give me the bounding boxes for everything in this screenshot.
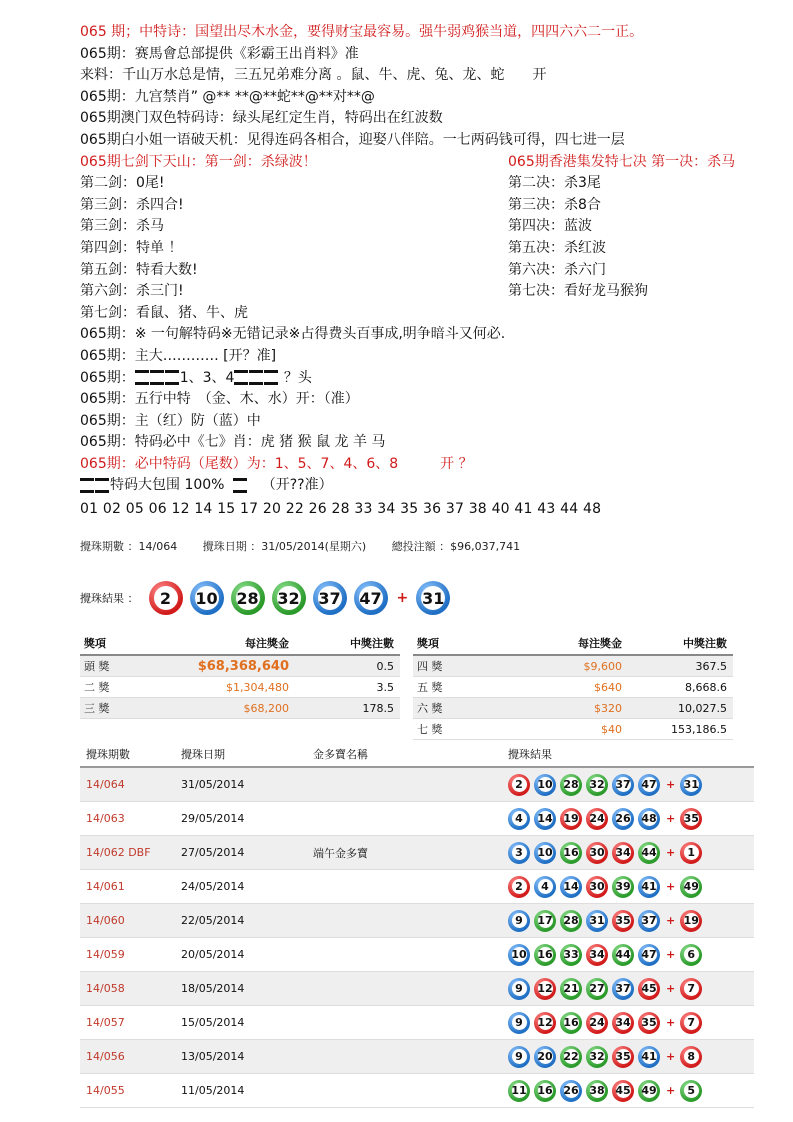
lottery-ball <box>612 910 634 932</box>
ball-number: 9 <box>512 981 527 996</box>
lottery-ball <box>638 876 660 898</box>
draw-result-cell <box>508 944 754 966</box>
ball-number: 45 <box>615 1084 631 1097</box>
table-row <box>80 1006 754 1040</box>
ball-number: 21 <box>563 982 579 995</box>
ball-number: 30 <box>589 846 605 859</box>
lottery-ball <box>638 842 660 864</box>
ball-number: 35 <box>615 1050 631 1063</box>
prize-amount: $1,304,480 <box>226 680 289 694</box>
ball-number: 4 <box>512 811 527 826</box>
ball-number: 12 <box>537 982 553 995</box>
split-line-7: 第六剑：杀三门! 第七决：看好龙马猴狗 <box>80 283 648 300</box>
text-line-12: 065期：特码必中《七》肖：虎 猪 猴 鼠 龙 羊 马 <box>80 434 386 451</box>
ball-number: 16 <box>537 948 553 961</box>
ball-number: 17 <box>537 914 553 927</box>
lottery-ball <box>508 910 530 932</box>
ball-number: 44 <box>615 948 631 961</box>
draw-id[interactable]: 14/058 <box>86 982 125 995</box>
prize-name: 三 獎 <box>84 702 110 715</box>
ball-number: 37 <box>615 778 631 791</box>
ball-number: 2 <box>154 586 178 610</box>
text-line-8: 065期：※ 一句解特码※无错记录※占得费头百事成,明争暗斗又何必. <box>80 326 506 343</box>
ball-number: 35 <box>641 1016 657 1029</box>
block-glyph <box>150 370 164 385</box>
text-line-7: 第七剑：看鼠、猪、牛、虎 <box>80 304 248 321</box>
draw-date-cell: 11/05/2014 <box>181 1084 245 1097</box>
prize-amount: $40 <box>601 722 622 736</box>
prize-header: 獎項 每注獎金 中獎注數 <box>80 632 400 656</box>
lottery-ball <box>560 808 582 830</box>
lottery-ball <box>560 774 582 796</box>
prize-count: 153,186.5 <box>671 722 727 736</box>
ball-number: 28 <box>236 586 260 610</box>
text-line-9: 065期：主大………… [开？准] <box>80 347 277 364</box>
prize-row <box>413 698 733 719</box>
prize-name: 二 獎 <box>84 681 110 694</box>
lottery-ball <box>508 944 530 966</box>
ball-number: 9 <box>512 1049 527 1064</box>
lottery-ball <box>586 978 608 1000</box>
lottery-ball <box>560 944 582 966</box>
ball-number: 16 <box>563 1016 579 1029</box>
lottery-ball <box>612 876 634 898</box>
ball-number: 31 <box>683 778 699 791</box>
ball-number: 19 <box>683 914 699 927</box>
lottery-ball <box>638 978 660 1000</box>
lottery-ball <box>586 1080 608 1102</box>
lottery-ball <box>612 808 634 830</box>
draw-date-cell: 22/05/2014 <box>181 914 245 927</box>
prize-count: 367.5 <box>695 659 727 673</box>
ball-number: 7 <box>684 981 699 996</box>
plus-separator: + <box>666 1016 676 1029</box>
plus-separator: + <box>666 880 676 893</box>
block-glyph <box>135 370 149 385</box>
lottery-ball <box>534 876 556 898</box>
table-row <box>80 972 754 1006</box>
ball-number: 19 <box>563 812 579 825</box>
ball-number: 35 <box>683 812 699 825</box>
lottery-ball <box>534 842 556 864</box>
lottery-ball <box>680 842 702 864</box>
plus-separator: + <box>666 1050 676 1063</box>
lottery-ball <box>534 808 556 830</box>
ball-number: 16 <box>563 846 579 859</box>
lottery-ball <box>508 808 530 830</box>
split-line-6: 第五剑：特看大数! 第六决：杀六门 <box>80 261 606 278</box>
lottery-ball <box>638 1046 660 1068</box>
prize-row <box>80 656 400 677</box>
lottery-ball <box>534 944 556 966</box>
lottery-ball <box>680 910 702 932</box>
ball-number: 28 <box>563 778 579 791</box>
ball-number: 41 <box>641 1050 657 1063</box>
prize-row <box>413 719 733 740</box>
lottery-ball <box>586 944 608 966</box>
draw-date-cell: 15/05/2014 <box>181 1016 245 1029</box>
lottery-ball <box>586 1012 608 1034</box>
ball-number: 10 <box>195 586 219 610</box>
prize-name: 五 獎 <box>417 681 443 694</box>
draw-date-cell: 18/05/2014 <box>181 982 245 995</box>
block-glyph <box>234 370 248 385</box>
prize-name: 四 獎 <box>417 660 443 673</box>
ball-number: 20 <box>537 1050 553 1063</box>
prize-row <box>80 698 400 719</box>
lottery-ball <box>508 842 530 864</box>
ball-number: 26 <box>615 812 631 825</box>
ball-number: 14 <box>537 812 553 825</box>
ball-number: 32 <box>277 586 301 610</box>
split-line-4: 第三剑：杀马 第四决：蓝波 <box>80 218 592 235</box>
ball-number: 1 <box>684 845 699 860</box>
prize-header: 獎項 每注獎金 中獎注數 <box>413 632 733 656</box>
text-line-2: 065期：赛馬會总部提供《彩霸王出肖料》准 <box>80 45 359 62</box>
table-row <box>80 768 754 802</box>
number-list: 01 02 05 06 12 14 15 17 20 22 26 28 33 34 35 36 37 38 40 41 43 44 48 <box>80 501 602 518</box>
table-row <box>80 870 754 904</box>
lottery-ball <box>612 978 634 1000</box>
text-line-4: 065期：九宫禁肖” @** **@**蛇**@**对**@ <box>80 88 375 105</box>
draw-result-cell <box>508 774 754 796</box>
lottery-ball <box>586 910 608 932</box>
ball-number: 9 <box>512 913 527 928</box>
prize-row <box>413 656 733 677</box>
table-row <box>80 802 754 836</box>
lottery-ball <box>508 774 530 796</box>
lottery-ball <box>534 1080 556 1102</box>
prize-amount: $68,368,640 <box>197 658 289 674</box>
lottery-ball <box>416 581 450 615</box>
ball-number: 49 <box>683 880 699 893</box>
lottery-ball <box>680 1046 702 1068</box>
ball-number: 45 <box>641 982 657 995</box>
ball-number: 28 <box>563 914 579 927</box>
draw-result-cell <box>508 876 754 898</box>
ball-number: 24 <box>589 1016 605 1029</box>
ball-number: 34 <box>615 846 631 859</box>
draw-info <box>80 538 542 554</box>
prize-table-right <box>413 632 733 740</box>
ball-number: 31 <box>589 914 605 927</box>
draw-date-cell: 31/05/2014 <box>181 778 245 791</box>
plus-separator: + <box>666 948 676 961</box>
ball-number: 10 <box>537 846 553 859</box>
plus-separator: + <box>666 778 676 791</box>
lottery-ball <box>354 581 388 615</box>
ball-number: 37 <box>318 586 342 610</box>
text-line-11: 065期：主（红）防（蓝）中 <box>80 412 261 429</box>
draw-result-cell <box>508 1080 754 1102</box>
ball-number: 34 <box>589 948 605 961</box>
prize-amount: $640 <box>594 680 622 694</box>
ball-number: 9 <box>512 1015 527 1030</box>
lottery-ball <box>560 910 582 932</box>
prize-amount: $68,200 <box>243 701 289 715</box>
ball-number: 44 <box>641 846 657 859</box>
ball-number: 38 <box>589 1084 605 1097</box>
ball-number: 26 <box>563 1084 579 1097</box>
lottery-ball <box>560 876 582 898</box>
ball-number: 24 <box>589 812 605 825</box>
draw-date: 攪珠日期 ：31/05/2014(星期六) <box>202 540 367 553</box>
lottery-ball <box>586 808 608 830</box>
lottery-ball <box>508 876 530 898</box>
plus-separator: + <box>666 812 676 825</box>
lottery-ball <box>612 1046 634 1068</box>
lottery-ball <box>231 581 265 615</box>
ball-number: 5 <box>684 1083 699 1098</box>
split-line-1: 065期七剑下天山：第一剑：杀绿波！ 065期香港集发特七决 第一决：杀马 <box>80 153 736 170</box>
draw-date-cell: 13/05/2014 <box>181 1050 245 1063</box>
ball-number: 41 <box>641 880 657 893</box>
prize-amount: $320 <box>594 701 622 715</box>
ball-number: 7 <box>684 1015 699 1030</box>
draw-id[interactable]: 14/060 <box>86 914 125 927</box>
text-line-3: 来料：千山万水总是情，三五兄弟难分离 。鼠、牛、虎、兔、龙、蛇 开 <box>80 67 547 84</box>
lottery-ball <box>638 910 660 932</box>
split-line-3: 第三剑：杀四合! 第三决：杀8合 <box>80 196 601 213</box>
lottery-ball <box>560 978 582 1000</box>
prize-count: 10,027.5 <box>678 701 727 715</box>
draw-result-cell <box>508 1046 754 1068</box>
lottery-ball <box>680 1080 702 1102</box>
ball-number: 31 <box>421 586 445 610</box>
ball-number: 4 <box>538 879 553 894</box>
text-line-10: 065期：五行中特 （金、木、水）开：（准） <box>80 391 359 408</box>
table-row <box>80 836 754 870</box>
draw-result-cell <box>508 808 754 830</box>
ball-number: 37 <box>615 982 631 995</box>
draw-result-cell <box>508 910 754 932</box>
ball-number: 8 <box>684 1049 699 1064</box>
block-glyph <box>165 370 179 385</box>
ball-number: 48 <box>641 812 657 825</box>
draw-id[interactable]: 14/062 DBF <box>86 846 151 859</box>
lottery-ball <box>508 1046 530 1068</box>
ball-number: 22 <box>563 1050 579 1063</box>
lottery-ball <box>638 774 660 796</box>
ball-number: 47 <box>641 948 657 961</box>
lottery-ball <box>313 581 347 615</box>
lottery-ball <box>586 842 608 864</box>
table-row <box>80 1074 754 1108</box>
prize-name: 七 獎 <box>417 723 443 736</box>
lottery-ball <box>190 581 224 615</box>
split-line-2: 第二剑：0尾! 第二决：杀3尾 <box>80 175 601 192</box>
ball-number: 2 <box>512 777 527 792</box>
table-row <box>80 904 754 938</box>
draw-id[interactable]: 14/063 <box>86 812 125 825</box>
draw-id[interactable]: 14/056 <box>86 1050 125 1063</box>
prize-row <box>80 677 400 698</box>
prize-amount: $9,600 <box>583 659 622 673</box>
ball-number: 12 <box>537 1016 553 1029</box>
prize-row <box>413 677 733 698</box>
draw-date-cell: 24/05/2014 <box>181 880 245 893</box>
block-glyph <box>233 478 247 493</box>
ball-number: 2 <box>512 879 527 894</box>
lottery-ball <box>534 1012 556 1034</box>
prize-count: 0.5 <box>376 659 394 673</box>
lottery-ball <box>638 944 660 966</box>
ball-number: 49 <box>641 1084 657 1097</box>
ball-number: 32 <box>589 778 605 791</box>
ball-number: 6 <box>684 947 699 962</box>
draw-id[interactable]: 14/057 <box>86 1016 125 1029</box>
plus-separator: + <box>666 1084 676 1097</box>
block-glyph <box>95 478 109 493</box>
lottery-ball <box>534 774 556 796</box>
lottery-ball <box>680 876 702 898</box>
lottery-ball <box>560 1046 582 1068</box>
split-line-5: 第四剑：特单 ！ 第五决：杀红波 <box>80 239 606 256</box>
result-label: 攪珠結果 ： <box>80 592 139 605</box>
ball-number: 32 <box>589 1050 605 1063</box>
plus-separator: + <box>666 914 676 927</box>
lottery-ball <box>560 842 582 864</box>
draw-id[interactable]: 14/064 <box>86 778 125 791</box>
plus-separator: + <box>666 846 676 859</box>
draw-period: 攪珠期數 ：14/064 <box>80 540 178 553</box>
ball-number: 47 <box>359 586 383 610</box>
prize-table-left <box>80 632 400 719</box>
ball-number: 14 <box>563 880 579 893</box>
lottery-ball <box>149 581 183 615</box>
block-glyph <box>80 478 94 493</box>
lottery-ball <box>508 978 530 1000</box>
lottery-ball <box>680 774 702 796</box>
lottery-ball <box>680 978 702 1000</box>
lottery-ball <box>560 1012 582 1034</box>
draw-result-cell <box>508 842 754 864</box>
draw-result <box>80 578 457 618</box>
ball-number: 10 <box>537 778 553 791</box>
ball-number: 16 <box>537 1084 553 1097</box>
ball-number: 3 <box>512 845 527 860</box>
draw-date-cell: 27/05/2014 <box>181 846 245 859</box>
snowball-name: 端午金多寶 <box>313 846 368 860</box>
prize-count: 3.5 <box>376 680 394 694</box>
lottery-ball <box>560 1080 582 1102</box>
draw-id[interactable]: 14/061 <box>86 880 125 893</box>
prize-count: 178.5 <box>362 701 394 715</box>
text-line-bao: 特码大包围 100% （开??准） <box>80 475 780 497</box>
lottery-ball <box>534 978 556 1000</box>
draw-id[interactable]: 14/055 <box>86 1084 125 1097</box>
lottery-ball <box>680 1012 702 1034</box>
ball-number: 33 <box>563 948 579 961</box>
plus-separator: + <box>666 982 676 995</box>
lottery-ball <box>586 876 608 898</box>
lottery-ball <box>638 1080 660 1102</box>
block-glyph <box>264 370 278 385</box>
prize-name: 頭 獎 <box>84 660 110 673</box>
draw-result-cell <box>508 1012 754 1034</box>
ball-number: 34 <box>615 1016 631 1029</box>
draw-date-cell: 20/05/2014 <box>181 948 245 961</box>
draw-date-cell: 29/05/2014 <box>181 812 245 825</box>
lottery-ball <box>612 1080 634 1102</box>
prize-count: 8,668.6 <box>685 680 727 694</box>
ball-number: 30 <box>589 880 605 893</box>
lottery-ball <box>612 774 634 796</box>
ball-number: 35 <box>615 914 631 927</box>
ball-number: 47 <box>641 778 657 791</box>
ball-number: 39 <box>615 880 631 893</box>
lottery-ball <box>586 774 608 796</box>
ball-number: 27 <box>589 982 605 995</box>
lottery-ball <box>638 1012 660 1034</box>
draw-total: 總投注額 ：$96,037,741 <box>391 540 521 553</box>
prediction-text-block <box>80 22 780 521</box>
lottery-ball <box>534 910 556 932</box>
table-row <box>80 938 754 972</box>
text-line-blocks: 065期： 1、3、4 ？头 <box>80 369 312 386</box>
lottery-ball <box>612 944 634 966</box>
block-glyph <box>249 370 263 385</box>
lottery-ball <box>508 1080 530 1102</box>
lottery-ball <box>534 1046 556 1068</box>
history-table <box>80 742 754 1108</box>
ball-number: 10 <box>511 948 527 961</box>
lottery-ball <box>612 1012 634 1034</box>
draw-result-cell <box>508 978 754 1000</box>
text-line-1: 065 期；中特诗：国望出尽木水金，要得财宝最容易。强牛弱鸡猴当道，四四六六二一正。 <box>80 24 644 40</box>
prize-name: 六 獎 <box>417 702 443 715</box>
history-header: 攪珠期數 攪珠日期 金多寶名稱 攪珠結果 <box>80 742 754 768</box>
lottery-ball <box>508 1012 530 1034</box>
lottery-ball <box>638 808 660 830</box>
text-line-6: 065期白小姐一语破天机：见得连码各相合，迎娶八伴陪。一七两码钱可得，四七进一层 <box>80 131 625 148</box>
ball-number: 37 <box>641 914 657 927</box>
ball-number: 11 <box>511 1084 527 1097</box>
text-line-tail: 065期：必中特码（尾数）为：1、5、7、4、6、8 开 ？ <box>80 455 473 472</box>
lottery-ball <box>680 944 702 966</box>
lottery-ball <box>272 581 306 615</box>
plus-separator: + <box>396 590 409 606</box>
draw-id[interactable]: 14/059 <box>86 948 125 961</box>
lottery-ball <box>612 842 634 864</box>
table-row <box>80 1040 754 1074</box>
lottery-ball <box>680 808 702 830</box>
lottery-ball <box>586 1046 608 1068</box>
text-line-5: 065期澳门双色特码诗：绿头尾红定生肖，特码出在红波数 <box>80 110 443 127</box>
